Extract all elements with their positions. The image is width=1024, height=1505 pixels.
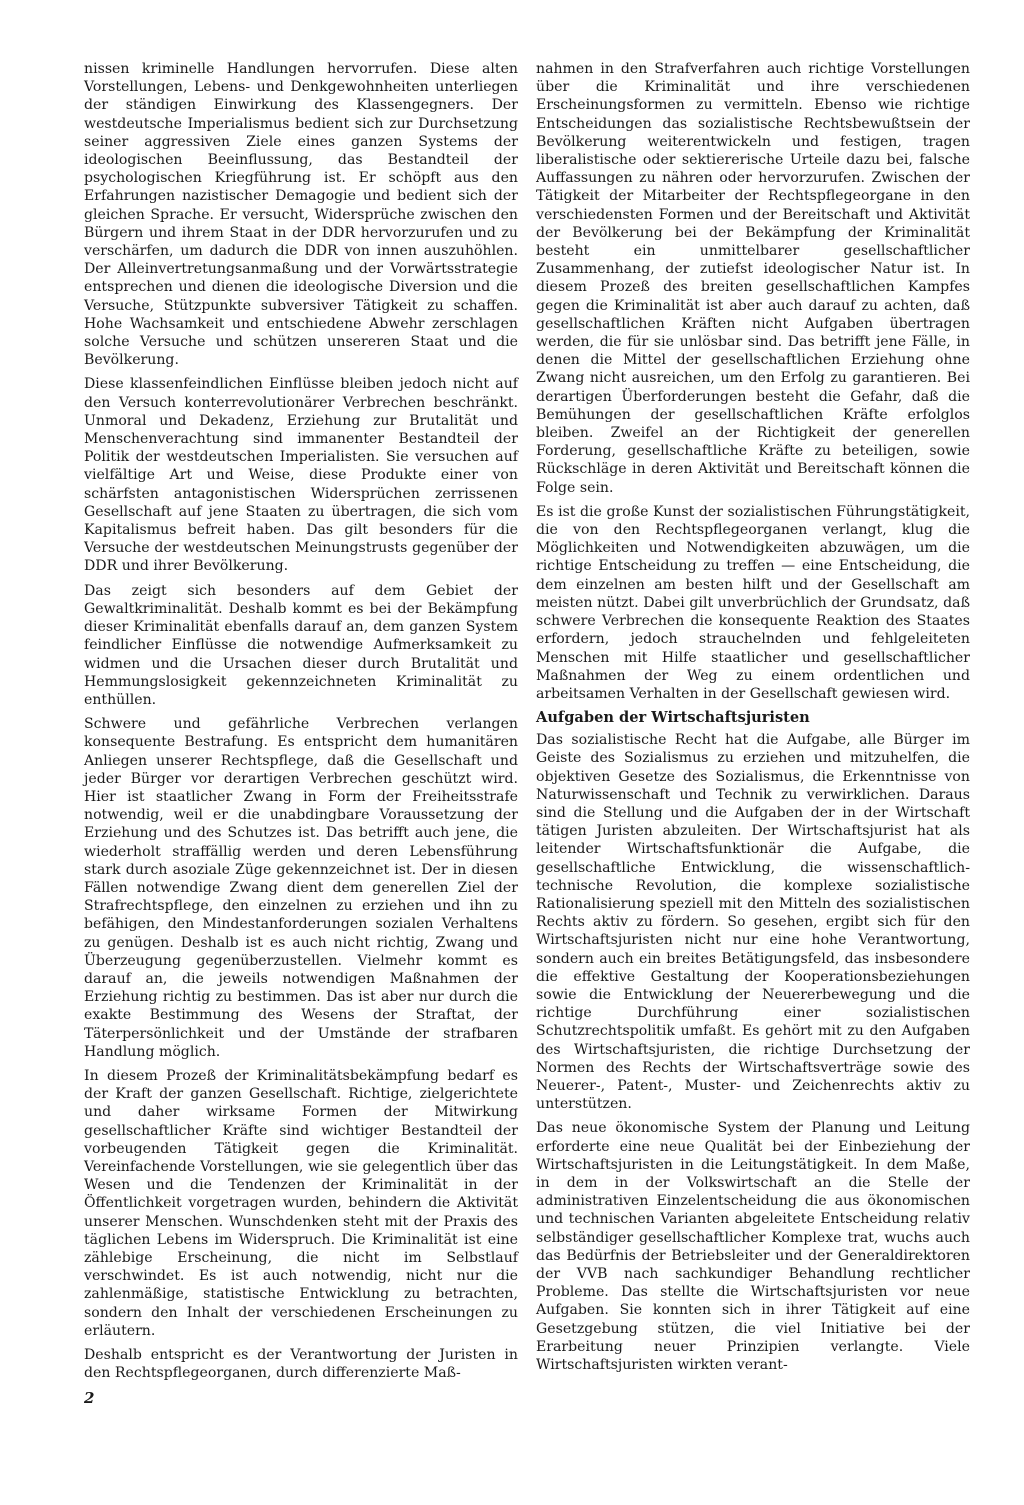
left-column: [84, 60, 518, 1388]
paragraph: nahmen in den Strafverfahren auch richtige Vorstellungen über die Kriminalität und ihre verschiedenen Erscheinungsformen zu vermitteln. Ebenso wie richtige Entscheidungen das sozialistische Rechtsbewußtsein der Bevölkerung weiterentwickeln und festigen, tragen liberalistische oder sektiererische Urteile dazu bei, falsche Auffassungen zu nähren oder hervorzurufen. Zwischen der Tätigkeit der Mitarbeiter der Rechtspflegeorgane in den verschiedensten Formen und der Bereitschaft und Aktivität der Bevölkerung bei der Bekämpfung der Kriminalität besteht ein unmittelbarer gesellschaftlicher Zusammenhang, der zutiefst ideologischer Natur ist. In diesem Prozeß des breiten gesellschaftlichen Kampfes gegen die Kriminalität ist aber auch darauf zu achten, daß gesellschaftlichen Kräften nicht Aufgaben übertragen werden, die für sie unlösbar sind. Das betrifft jene Fälle, in denen die Mittel der gesellschaftlichen Erziehung ohne Zwang nicht ausreichen, um den Erfolg zu garantieren. Bei derartigen Überforderungen besteht die Gefahr, daß die Bemühungen der gesellschaftlichen Kräfte erfolglos bleiben. Zweifel an der Richtigkeit der generellen Forderung, gesellschaftliche Kräfte zu beteiligen, sowie Rückschläge in deren Aktivität und Bereitschaft können die Folge sein.: [536, 61, 970, 496]
right-column: [536, 60, 970, 1380]
section-heading: Aufgaben der Wirtschaftsjuristen: [536, 709, 810, 727]
paragraph: In diesem Prozeß der Kriminalitätsbekämpfung bedarf es der Kraft der ganzen Gesellschaft. Richtige, zielgerichtete und daher wirksame Formen der Mitwirkung gesellschaftlicher Kräfte sind wichtiger Bestandteil der vorbeugenden Tätigkeit gegen die Kriminalität. Vereinfachende Vorstellungen, wie sie gelegentlich über das Wesen und die Tendenzen der Kriminalität in der Öffentlichkeit vorgetragen wurden, behindern die Aktivität unserer Menschen. Wunschdenken steht mit der Praxis des täglichen Lebens im Widerspruch. Die Kriminalität ist eine zählebige Erscheinung, die nicht im Selbstlauf verschwindet. Es ist auch notwendig, nicht nur die zahlenmäßige, statistische Entwicklung zu betrachten, sondern den Inhalt der verschiedenen Erscheinungen zu erläutern.: [84, 1067, 518, 1339]
paragraph: Diese klassenfeindlichen Einflüsse bleiben jedoch nicht auf den Versuch konterrevolutionärer Verbrechen beschränkt. Unmoral und Dekadenz, Erziehung zur Brutalität und Menschenverachtung sind immanenter Bestandteil der Politik der westdeutschen Imperialisten. Sie versuchen auf vielfältige Art und Weise, diese Produkte einer von schärfsten antagonistischen Widersprüchen zerrissenen Gesellschaft auf jene Staaten zu übertragen, die sich vom Kapitalismus befreit haben. Das gilt besonders für die Versuche der westdeutschen Meinungstrusts gegenüber der DDR und ihrer Bevölkerung.: [84, 376, 518, 575]
paragraph: Es ist die große Kunst der sozialistischen Führungstätigkeit, die von den Rechtspflegeorganen verlangt, klug die Möglichkeiten und Notwendigkeiten abzuwägen, um die richtige Entscheidung zu treffen — eine Entscheidung, die dem einzelnen am besten hilft und der Gesellschaft am meisten nützt. Dabei gilt unverbrüchlich der Grundsatz, daß schwere Verbrechen die konsequente Reaktion des Staates erfordern, jedoch strauchelnden und fehlgeleiteten Menschen mit Hilfe staatlicher und gesellschaftlicher Maßnahmen der Weg zu einem ordentlichen und arbeitsamen Verhalten in der Gesellschaft gewiesen wird.: [536, 503, 970, 702]
paragraph: Schwere und gefährliche Verbrechen verlangen konsequente Bestrafung. Es entspricht dem humanitären Anliegen unserer Rechtspflege, daß die Gesellschaft und jeder Bürger vor derartigen Verbrechen geschützt wird. Hier ist staatlicher Zwang in Form der Freiheitsstrafe notwendig, weil er die unabdingbare Voraussetzung der Erziehung und des Schutzes ist. Das betrifft auch jene, die wiederholt straffällig werden und deren Lebensführung stark durch asoziale Züge gekennzeichnet ist. Der in diesen Fällen notwendige Zwang dient dem generellen Ziel der Strafrechtspflege, den einzelnen zu erziehen und ihn zu befähigen, den Mindestanforderungen sozialen Verhaltens zu genügen. Deshalb ist es auch nicht richtig, Zwang und Überzeugung gegenüberzustellen. Vielmehr kommt es darauf an, die jeweils notwendigen Maßnahmen der Erziehung richtig zu bestimmen. Das ist aber nur durch die exakte Bestimmung des Wesens der Straftat, der Täterpersönlichkeit und der Umstände der strafbaren Handlung möglich.: [84, 716, 518, 1060]
paragraph: nissen kriminelle Handlungen hervorrufen. Diese alten Vorstellungen, Lebens- und Denkgewohnheiten unterliegen der ständigen Einwirkung des Klassengegners. Der westdeutsche Imperialismus bedient sich zur Durchsetzung seiner aggressiven Ziele eines ganzen Systems der ideologischen Beeinflussung, das Bestandteil der psychologischen Kriegführung ist. Er schöpft aus den Erfahrungen nazistischer Demagogie und bedient sich der gleichen Sprache. Er versucht, Widersprüche zwischen den Bürgern und ihrem Staat in der DDR hervorzurufen und zu verschärfen, um dadurch die DDR von innen auszuhöhlen. Der Alleinvertretungsanmaßung und der Vorwärtsstrategie entsprechen und dienen die ideologische Diversion und die Versuche, Stützpunkte subversiver Tätigkeit zu schaffen. Hohe Wachsamkeit und entschiedene Abwehr zerschlagen solche Versuche und schützen unsereren Staat und die Bevölkerung.: [84, 61, 518, 369]
page-number: 2: [84, 1389, 95, 1407]
paragraph: Das sozialistische Recht hat die Aufgabe, alle Bürger im Geiste des Sozialismus zu erziehen und mitzuhelfen, die objektiven Gesetze des Sozialismus, die Erkenntnisse von Naturwissenschaft und Technik zu verwirklichen. Daraus sind die Stellung und die Aufgaben der in der Wirtschaft tätigen Juristen abzuleiten. Der Wirtschaftsjurist hat als leitender Wirtschaftsfunktionär die Aufgabe, die gesellschaftliche Entwicklung, die wissenschaftlich-technische Revolution, die komplexe sozialistische Rationalisierung speziell mit den Mitteln des sozialistischen Rechts aktiv zu fördern. So gesehen, ergibt sich für den Wirtschaftsjuristen nicht nur eine hohe Verantwortung, sondern auch ein breites Betätigungsfeld, das insbesondere die effektive Gestaltung der Kooperationsbeziehungen sowie die Entwicklung der Neuererbewegung und die richtige Durchführung einer sozialistischen Schutzrechtspolitik umfaßt. Es gehört mit zu den Aufgaben des Wirtschaftsjuristen, die richtige Durchsetzung der Normen des Rechts der Wirtschaftsverträge sowie des Neuerer-, Patent-, Muster- und Zeichenrechts aktiv zu unterstützen.: [536, 732, 970, 1113]
paragraph: Das zeigt sich besonders auf dem Gebiet der Gewaltkriminalität. Deshalb kommt es bei der Bekämpfung dieser Kriminalität ebenfalls darauf an, dem ganzen System feindlicher Einflüsse die notwendige Aufmerksamkeit zu widmen und die Ursachen dieser durch Brutalität und Hemmungslosigkeit gekennzeichneten Kriminalität zu enthüllen.: [84, 582, 518, 708]
paragraph: Deshalb entspricht es der Verantwortung der Juristen in den Rechtspflegeorganen, durch differenzierte Maß-: [84, 1347, 518, 1382]
paragraph: Das neue ökonomische System der Planung und Leitung erforderte eine neue Qualität bei der Einbeziehung der Wirtschaftsjuristen in die Leitungstätigkeit. In dem Maße, in dem in der Volkswirtschaft an die Stelle der administrativen Einzelentscheidung die aus ökonomischen und technischen Varianten abgeleitete Entscheidung relativ selbständiger gesellschaftlicher Komplexe trat, wuchs auch das Bedürfnis der Betriebsleiter und der Generaldirektoren der VVB nach sachkundiger Behandlung rechtlicher Probleme. Das stellte die Wirtschaftsjuristen vor neue Aufgaben. Sie konnten sich in ihrer Tätigkeit auf eine Gesetzgebung stützen, die viel Initiative bei der Erarbeitung neuer Prinzipien verlangte. Viele Wirtschaftsjuristen wirkten verant-: [536, 1120, 970, 1374]
